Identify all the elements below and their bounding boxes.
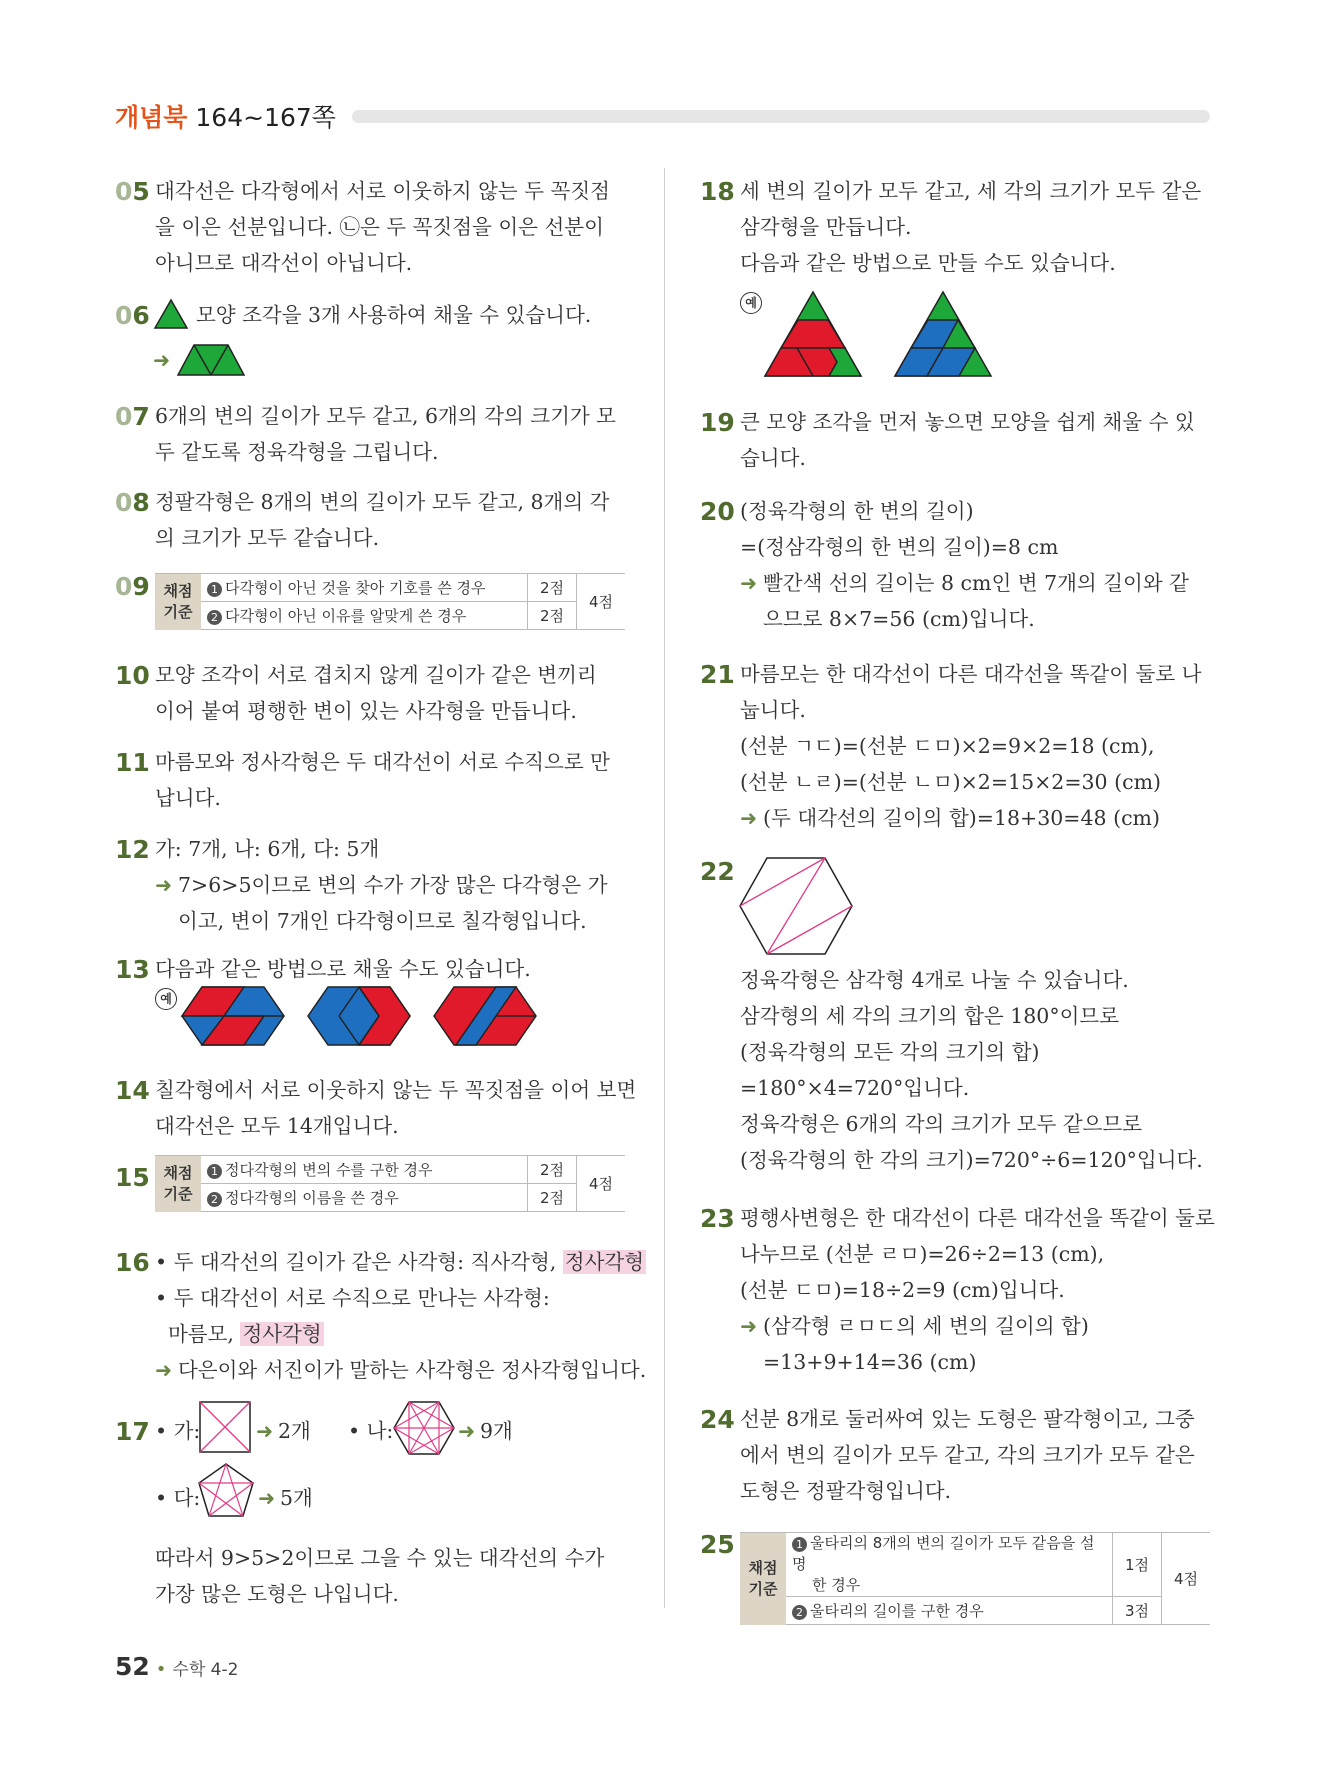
p20-line: 빨간색 선의 길이는 8 cm인 변 7개의 길이와 같 — [763, 571, 1189, 595]
scoring-label: 채점 기준 — [740, 1533, 786, 1625]
p18-line: 세 변의 길이가 모두 같고, 세 각의 크기가 모두 같은 — [740, 179, 1202, 203]
p23-line: (선분 ㄷㅁ)=18÷2=9 (cm)입니다. — [740, 1278, 1065, 1302]
problem-number: 11 — [115, 748, 150, 777]
header-pages: 164~167쪽 — [195, 103, 336, 132]
page-number: 52 — [115, 1652, 150, 1681]
p17-label-na: • 나: — [348, 1419, 394, 1443]
p22-line: (정육각형의 한 각의 크기)=720°÷6=120°입니다. — [740, 1148, 1203, 1172]
scoring-criterion: 1 다각형이 아닌 것을 찾아 기호를 쓴 경우 — [201, 574, 528, 602]
p19-line: 습니다. — [740, 446, 806, 470]
p23-line: =13+9+14=36 (cm) — [763, 1350, 977, 1374]
scoring-criterion: 1 울타리의 8개의 변의 길이가 모두 같음을 설명 한 경우 — [786, 1533, 1113, 1597]
problem-number: 17 — [115, 1417, 150, 1446]
p23-line: 평행사변형은 한 대각선이 다른 대각선을 똑같이 둘로 — [740, 1206, 1215, 1230]
scoring-label: 채점 기준 — [155, 574, 201, 630]
triangle-fill-figures — [763, 290, 998, 378]
problem-number: 18 — [700, 177, 735, 206]
p10-line: 모양 조각이 서로 겹치지 않게 길이가 같은 변끼리 — [155, 663, 597, 687]
arrow-icon: ➜ — [155, 1358, 173, 1382]
p20-line: (정육각형의 한 변의 길이) — [740, 499, 974, 523]
p21-line: 마름모는 한 대각선이 다른 대각선을 똑같이 둘로 나 — [740, 662, 1202, 686]
p24-line: 도형은 정팔각형입니다. — [740, 1479, 952, 1503]
square-diagonals-figure — [198, 1400, 252, 1454]
arrow-icon: ➜ — [740, 1314, 758, 1338]
p16-line: 마름모, 정사각형 — [168, 1322, 322, 1346]
header-bar — [352, 110, 1210, 123]
problem-number: 24 — [700, 1405, 735, 1434]
scoring-table — [155, 1155, 625, 1212]
trapezoid-fill-figure — [176, 343, 246, 377]
p12-line: 7>6>5이므로 변의 수가 가장 많은 다각형은 가 — [178, 873, 608, 897]
column-divider — [664, 168, 665, 1608]
arrow-icon: ➜ — [458, 1419, 476, 1443]
p14-line: 칠각형에서 서로 이웃하지 않는 두 꼭짓점을 이어 보면 — [155, 1078, 637, 1102]
scoring-total: 4점 — [577, 1156, 626, 1212]
example-mark: 예 — [740, 292, 762, 314]
p05-line: 아니므로 대각선이 아닙니다. — [155, 251, 413, 275]
p05-line: 대각선은 다각형에서 서로 이웃하지 않는 두 꼭짓점 — [155, 179, 610, 203]
problem-number: 09 — [115, 572, 150, 601]
p19-line: 큰 모양 조각을 먼저 놓으면 모양을 쉽게 채울 수 있 — [740, 410, 1195, 434]
p17-count-da: 5개 — [280, 1486, 313, 1510]
scoring-table — [740, 1532, 1210, 1625]
scoring-point: 2점 — [528, 1184, 577, 1212]
pentagon-diagonals-figure — [197, 1462, 255, 1518]
p21-line: (두 대각선의 길이의 합)=18+30=48 (cm) — [763, 806, 1160, 830]
p22-line: 정육각형은 삼각형 4개로 나눌 수 있습니다. — [740, 968, 1129, 992]
p11-line: 마름모와 정사각형은 두 대각선이 서로 수직으로 만 — [155, 750, 610, 774]
problem-number: 22 — [700, 857, 735, 886]
problem-number: 12 — [115, 835, 150, 864]
p11-line: 납니다. — [155, 786, 221, 810]
problem-number: 06 — [115, 301, 150, 330]
p07-line: 두 같도록 정육각형을 그립니다. — [155, 440, 439, 464]
arrow-icon: ➜ — [256, 1419, 274, 1443]
hexagon-divided-figure — [738, 856, 854, 956]
p18-line: 다음과 같은 방법으로 만들 수도 있습니다. — [740, 251, 1116, 275]
p17-label-da: • 다: — [155, 1486, 201, 1510]
scoring-point: 1점 — [1113, 1533, 1162, 1597]
scoring-point: 3점 — [1113, 1597, 1162, 1625]
p17-line: 가장 많은 도형은 나입니다. — [155, 1582, 399, 1606]
scoring-total: 4점 — [577, 574, 626, 630]
book-name: 수학 4-2 — [172, 1660, 239, 1680]
p17-label-ga: • 가: — [155, 1419, 201, 1443]
p24-line: 에서 변의 길이가 모두 같고, 각의 크기가 모두 같은 — [740, 1443, 1195, 1467]
p18-line: 삼각형을 만듭니다. — [740, 215, 912, 239]
p06-line: 모양 조각을 3개 사용하여 채울 수 있습니다. — [196, 303, 592, 327]
problem-number: 15 — [115, 1163, 150, 1192]
scoring-total: 4점 — [1162, 1533, 1211, 1625]
page-header — [115, 98, 336, 134]
scoring-criterion: 1 정다각형의 변의 수를 구한 경우 — [201, 1156, 528, 1184]
problem-number: 23 — [700, 1204, 735, 1233]
p20-line: 으므로 8×7=56 (cm)입니다. — [763, 607, 1035, 631]
p22-line: (정육각형의 모든 각의 크기의 합) — [740, 1040, 1040, 1064]
scoring-point: 2점 — [528, 1156, 577, 1184]
problem-number: 14 — [115, 1076, 150, 1105]
problem-number: 07 — [115, 402, 150, 431]
arrow-icon: ➜ — [740, 571, 758, 595]
header-book: 개념북 — [115, 103, 188, 132]
scoring-point: 2점 — [528, 574, 577, 602]
problem-number: 21 — [700, 660, 735, 689]
arrow-icon: ➜ — [153, 348, 171, 372]
p05-line: 을 이은 선분입니다. ㉡은 두 꼭짓점을 이은 선분이 — [155, 215, 604, 239]
problem-number: 10 — [115, 661, 150, 690]
scoring-label: 채점 기준 — [155, 1156, 201, 1212]
problem-number: 25 — [700, 1530, 735, 1559]
p23-line: (삼각형 ㄹㅁㄷ의 세 변의 길이의 합) — [763, 1314, 1089, 1338]
p22-line: =180°×4=720°입니다. — [740, 1076, 970, 1100]
p16-line: 다은이와 서진이가 말하는 사각형은 정사각형입니다. — [178, 1358, 647, 1382]
scoring-table — [155, 573, 625, 630]
p12-line: 이고, 변이 7개인 다각형이므로 칠각형입니다. — [178, 909, 587, 933]
p17-count-ga: 2개 — [278, 1419, 311, 1443]
p24-line: 선분 8개로 둘러싸여 있는 도형은 팔각형이고, 그중 — [740, 1407, 1195, 1431]
p23-line: 나누므로 (선분 ㄹㅁ)=26÷2=13 (cm), — [740, 1242, 1105, 1266]
problem-number: 08 — [115, 488, 150, 517]
p08-line: 정팔각형은 8개의 변의 길이가 모두 같고, 8개의 각 — [155, 490, 610, 514]
problem-number: 16 — [115, 1248, 150, 1277]
p07-line: 6개의 변의 길이가 모두 같고, 6개의 각의 크기가 모 — [155, 404, 616, 428]
p17-count-na: 9개 — [480, 1419, 513, 1443]
problem-number: 19 — [700, 408, 735, 437]
problem-number: 05 — [115, 177, 150, 206]
hexagon-diagonals-figure — [392, 1400, 456, 1456]
p21-line: (선분 ㄱㄷ)=(선분 ㄷㅁ)×2=9×2=18 (cm), — [740, 734, 1155, 758]
p16-line: • 두 대각선이 서로 수직으로 만나는 사각형: — [155, 1286, 550, 1310]
p08-line: 의 크기가 모두 같습니다. — [155, 526, 380, 550]
arrow-icon: ➜ — [155, 873, 173, 897]
triangle-piece-icon — [153, 298, 189, 330]
problem-number: 13 — [115, 955, 150, 984]
p13-line: 다음과 같은 방법으로 채울 수도 있습니다. — [155, 957, 531, 981]
scoring-criterion: 2 울타리의 길이를 구한 경우 — [786, 1597, 1113, 1625]
p21-line: (선분 ㄴㄹ)=(선분 ㄴㅁ)×2=15×2=30 (cm) — [740, 770, 1162, 794]
hexagon-fill-figures — [180, 985, 540, 1047]
p10-line: 이어 붙여 평행한 변이 있는 사각형을 만듭니다. — [155, 699, 577, 723]
example-mark: 예 — [155, 988, 177, 1010]
p20-line: =(정삼각형의 한 변의 길이)=8 cm — [740, 535, 1059, 559]
page-footer: 52 • 수학 4-2 — [115, 1652, 239, 1681]
p14-line: 대각선은 모두 14개입니다. — [155, 1114, 399, 1138]
p16-line: • 두 대각선의 길이가 같은 사각형: 직사각형, 정사각형 — [155, 1250, 644, 1274]
p12-line: 가: 7개, 나: 6개, 다: 5개 — [155, 837, 380, 861]
scoring-criterion: 2 정다각형의 이름을 쓴 경우 — [201, 1184, 528, 1212]
highlight: 정사각형 — [242, 1322, 322, 1346]
arrow-icon: ➜ — [740, 806, 758, 830]
scoring-criterion: 2 다각형이 아닌 이유를 알맞게 쓴 경우 — [201, 602, 528, 630]
p22-line: 정육각형은 6개의 각의 크기가 모두 같으므로 — [740, 1112, 1143, 1136]
problem-number: 20 — [700, 497, 735, 526]
arrow-icon: ➜ — [258, 1486, 276, 1510]
p17-line: 따라서 9>5>2이므로 그을 수 있는 대각선의 수가 — [155, 1546, 605, 1570]
p22-line: 삼각형의 세 각의 크기의 합은 180°이므로 — [740, 1004, 1120, 1028]
p21-line: 눕니다. — [740, 698, 806, 722]
scoring-point: 2점 — [528, 602, 577, 630]
highlight: 정사각형 — [564, 1250, 644, 1274]
